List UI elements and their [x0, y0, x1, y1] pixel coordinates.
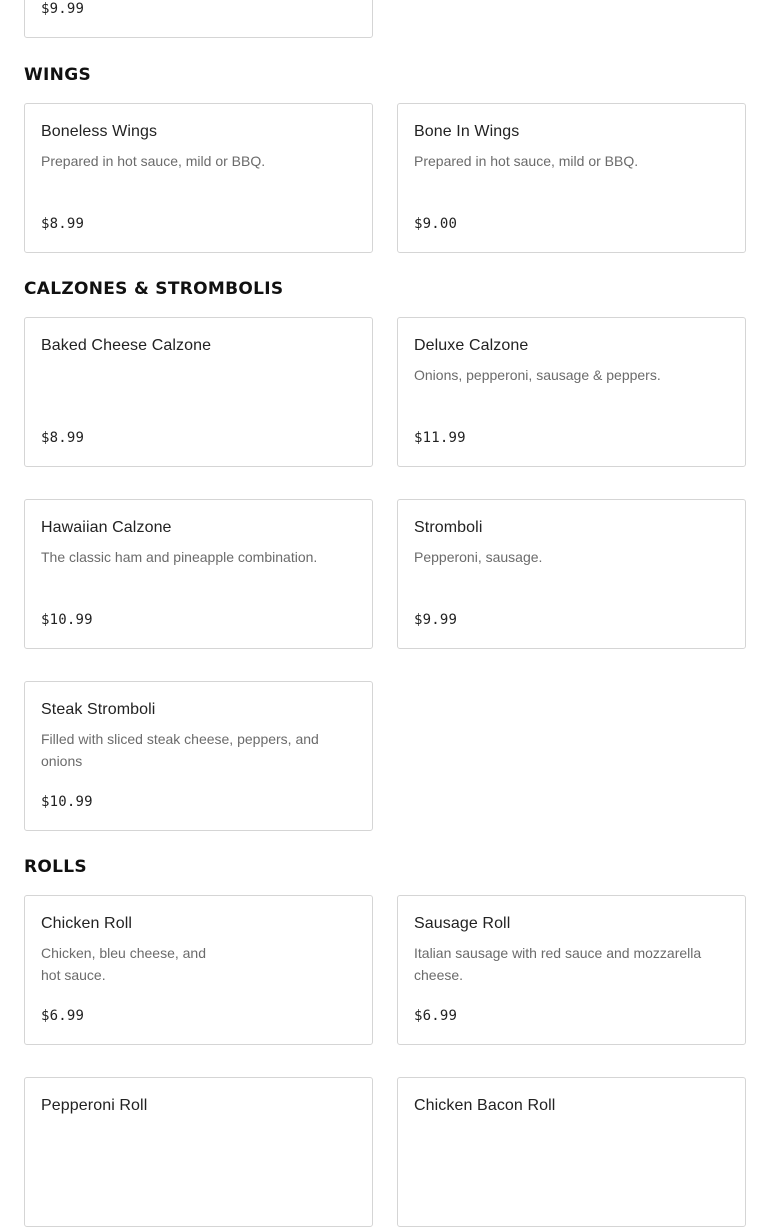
menu-item-description: Onions, pepperoni, sausage & peppers.: [414, 367, 661, 383]
menu-item-card[interactable]: [24, 1077, 373, 1227]
section-title-rolls: ROLLS: [24, 857, 87, 877]
menu-item-price: $11.99: [414, 430, 466, 446]
menu-item-description: Chicken, bleu cheese, and hot sauce.: [41, 945, 206, 983]
menu-item-card[interactable]: [24, 0, 373, 38]
menu-item-name: Steak Stromboli: [41, 701, 156, 718]
menu-item-price: $8.99: [41, 216, 85, 232]
menu-item-name: Chicken Bacon Roll: [414, 1097, 556, 1114]
menu-item-name: Bone In Wings: [414, 123, 520, 140]
menu-item-name: Stromboli: [414, 519, 483, 536]
menu-item-name: Pepperoni Roll: [41, 1097, 148, 1114]
menu-item-card[interactable]: [397, 895, 746, 1045]
menu-item-card[interactable]: [24, 317, 373, 467]
menu-item-name: Baked Cheese Calzone: [41, 337, 212, 354]
menu-item-card[interactable]: [24, 103, 373, 253]
menu-item-description: Pepperoni, sausage.: [414, 549, 543, 565]
menu-item-name: Boneless Wings: [41, 123, 158, 140]
menu-item-description: The classic ham and pineapple combination.: [41, 549, 318, 565]
menu-item-card[interactable]: [24, 895, 373, 1045]
menu-item-name: Sausage Roll: [414, 915, 511, 932]
menu-item-name: Hawaiian Calzone: [41, 519, 172, 536]
menu-item-description: Prepared in hot sauce, mild or BBQ.: [414, 153, 639, 169]
menu-item-card[interactable]: [24, 681, 373, 831]
menu-item-card[interactable]: [397, 1077, 746, 1227]
menu-item-description: Prepared in hot sauce, mild or BBQ.: [41, 153, 266, 169]
menu-item-price: $9.00: [414, 216, 458, 232]
menu-item-price: $10.99: [41, 612, 93, 628]
menu-item-name: Deluxe Calzone: [414, 337, 529, 354]
menu-item-price: $6.99: [414, 1008, 458, 1024]
menu-item-price: $10.99: [41, 794, 93, 810]
section-title-calzones: CALZONES & STROMBOLIS: [24, 279, 284, 299]
menu-item-card[interactable]: [24, 499, 373, 649]
section-title-wings: WINGS: [24, 65, 92, 85]
menu-item-card[interactable]: [397, 499, 746, 649]
menu-item-price: $9.99: [414, 612, 458, 628]
menu-item-price: $8.99: [41, 430, 85, 446]
menu-item-name: Chicken Roll: [41, 915, 133, 932]
menu-item-description: Italian sausage with red sauce and mozzarella cheese.: [414, 945, 702, 983]
menu-item-card[interactable]: [397, 317, 746, 467]
menu-item-card[interactable]: [397, 103, 746, 253]
menu-item-description: Filled with sliced steak cheese, peppers, and onions: [41, 731, 319, 769]
menu-item-price: $9.99: [41, 1, 85, 17]
menu-item-price: $6.99: [41, 1008, 85, 1024]
